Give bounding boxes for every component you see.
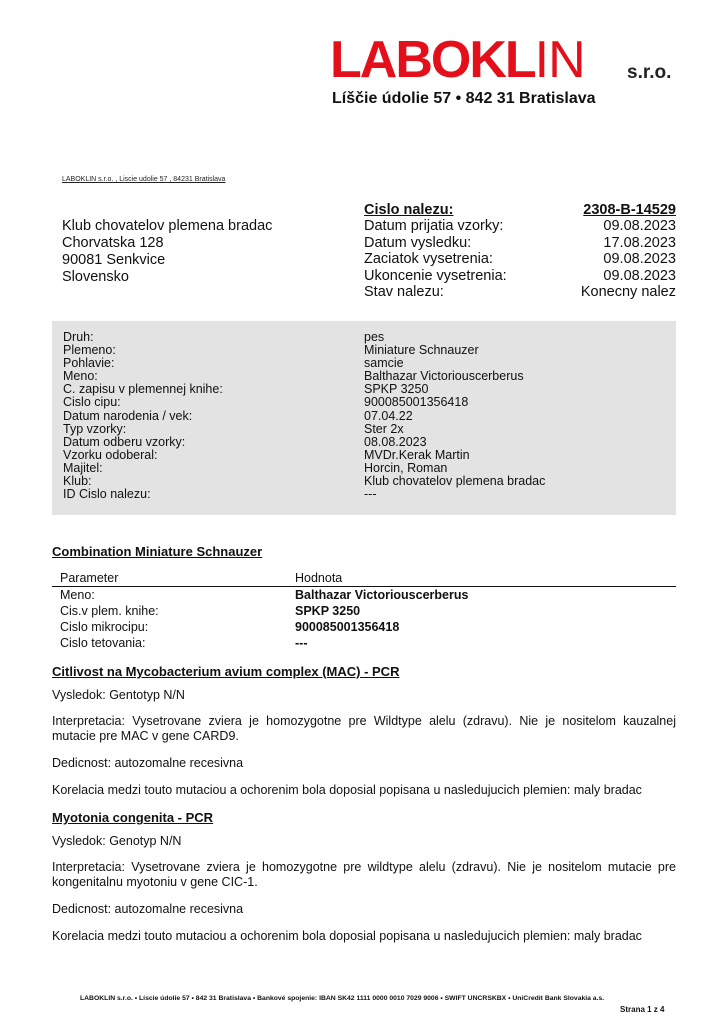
table-row [52, 619, 676, 635]
animal-label: Datum odberu vzorky: [63, 434, 186, 449]
test-title-myotonia: Myotonia congenita - PCR [52, 810, 214, 825]
animal-row [63, 396, 545, 409]
report-meta [364, 202, 676, 300]
meta-label: Ukoncenie vysetrenia: [364, 267, 507, 284]
animal-info-grid [63, 331, 545, 501]
animal-row [63, 423, 545, 436]
test-result-mac: Vysledok: Gentotyp N/N [52, 688, 185, 702]
test-result-myotonia: Vysledok: Genotyp N/N [52, 834, 182, 848]
meta-label: Zaciatok vysetrenia: [364, 251, 493, 268]
sender-line: LABOKLIN s.r.o. , Liscie udolie 57 , 84231 Bratislava [62, 176, 226, 183]
meta-row [364, 251, 676, 267]
report-number-row [364, 202, 676, 218]
animal-label: Datum narodenia / vek: [63, 408, 193, 423]
recipient-name: Klub chovatelov plemena bradac [62, 218, 273, 234]
test-title-mac: Citlivost na Mycobacterium avium complex (MAC) - PCR [52, 664, 400, 679]
combination-table [52, 570, 676, 651]
animal-value: 08.08.2023 [364, 434, 427, 449]
table-row [52, 587, 676, 603]
test-inheritance-myotonia: Dedicnost: autozomalne recesivna [52, 902, 244, 916]
animal-value: Ster 2x [364, 421, 404, 436]
meta-value: Konecny nalez [580, 284, 676, 301]
meta-value: 09.08.2023 [603, 251, 676, 268]
combination-title: Combination Miniature Schnauzer [52, 544, 263, 559]
report-number-label: Cislo nalezu: [364, 202, 454, 218]
meta-label: Datum vysledku: [364, 234, 472, 251]
table-row [52, 603, 676, 619]
recipient-street: Chorvatska 128 [62, 235, 164, 251]
table-cell-value: SPKP 3250 [295, 604, 361, 618]
meta-label: Datum prijatia vzorky: [364, 218, 504, 235]
table-cell-label: Cislo tetovania: [60, 636, 146, 650]
animal-row [63, 449, 545, 462]
animal-label: ID Cislo nalezu: [63, 487, 151, 502]
company-address: Líščie údolie 57 • 842 31 Bratislava [332, 90, 596, 107]
animal-value: SPKP 3250 [364, 382, 429, 397]
meta-row [364, 235, 676, 251]
meta-value: 17.08.2023 [603, 234, 676, 251]
table-cell-value: --- [295, 636, 308, 650]
animal-label: C. zapisu v plemennej knihe: [63, 382, 223, 397]
animal-label: Vzorku odoberal: [63, 447, 158, 462]
test-correlation-mac: Korelacia medzi touto mutaciou a ochorenim bola doposial popisana u nasledujucich plemien: maly bradac [52, 783, 642, 797]
animal-row [63, 436, 545, 449]
animal-value: Klub chovatelov plemena bradac [364, 474, 546, 489]
meta-row [364, 268, 676, 284]
animal-row [63, 410, 545, 423]
logo-main: LABOKL [330, 31, 535, 89]
recipient-city: 90081 Senkvice [62, 252, 166, 268]
meta-row [364, 218, 676, 234]
table-cell-label: Cis.v plem. knihe: [60, 604, 159, 618]
animal-label: Majitel: [63, 460, 103, 475]
animal-label: Plemeno: [63, 343, 116, 358]
animal-row [63, 488, 545, 501]
meta-row [364, 284, 676, 300]
laboklin-logo [330, 31, 690, 89]
meta-label: Stav nalezu: [364, 284, 444, 301]
animal-value: --- [364, 487, 377, 502]
col-parameter: Parameter [60, 571, 119, 585]
animal-value: pes [364, 330, 385, 344]
test-interpretation-mac: Interpretacia: Vysetrovane zviera je homozygotne pre Wildtype alelu (zdravu). Nie je nositelom kauzalnej mutacie pre MAC v gene CARD9. [52, 714, 676, 743]
animal-label: Pohlavie: [63, 356, 115, 371]
animal-value: Balthazar Victoriouscerberus [364, 369, 524, 384]
report-number-value: 2308-B-14529 [583, 202, 676, 218]
animal-row [63, 344, 545, 357]
animal-value: 900085001356418 [364, 395, 469, 410]
animal-value: samcie [364, 356, 404, 371]
animal-label: Typ vzorky: [63, 421, 127, 436]
table-cell-label: Meno: [60, 588, 95, 602]
table-cell-value: Balthazar Victoriouscerberus [295, 588, 469, 602]
meta-value: 09.08.2023 [603, 267, 676, 284]
footer-line: LABOKLIN s.r.o. • Líscie údolie 57 • 842 31 Bratislava • Bankové spojenie: IBAN SK42 1111 0000 0010 7029 9006 • SWIFT UNCRSKBX • UniCredit Bank Slovakia a.s. [80, 995, 605, 1002]
table-cell-label: Cislo mikrocipu: [60, 620, 149, 634]
test-interpretation-myotonia: Interpretacia: Vysetrovane zviera je homozygotne pre wildtype alelu (zdravu). Nie je nositelom mutacie pre kongenitalnu myotoniu v gene CIC-1. [52, 860, 676, 889]
animal-label: Meno: [63, 369, 98, 384]
recipient-country: Slovensko [62, 269, 129, 285]
logo-in: IN [534, 31, 585, 89]
animal-label: Klub: [63, 474, 92, 489]
test-correlation-myotonia: Korelacia medzi touto mutaciou a ochorenim bola doposial popisana u nasledujucich plemien: maly bradac [52, 929, 642, 943]
animal-value: Horcin, Roman [364, 460, 448, 475]
table-cell-value: 900085001356418 [295, 620, 400, 634]
logo-suffix: s.r.o. [627, 62, 672, 83]
test-inheritance-mac: Dedicnost: autozomalne recesivna [52, 756, 244, 770]
table-header [52, 570, 676, 587]
animal-label: Druh: [63, 330, 94, 344]
page-number: Strana 1 z 4 [620, 1005, 665, 1014]
table-row [52, 635, 676, 651]
meta-value: 09.08.2023 [603, 218, 676, 235]
animal-label: Cislo cipu: [63, 395, 121, 410]
animal-value: MVDr.Kerak Martin [364, 447, 470, 462]
animal-value: Miniature Schnauzer [364, 343, 479, 358]
col-value: Hodnota [295, 571, 343, 585]
recipient-address [62, 218, 272, 286]
animal-value: 07.04.22 [364, 408, 413, 423]
animal-row [63, 383, 545, 396]
